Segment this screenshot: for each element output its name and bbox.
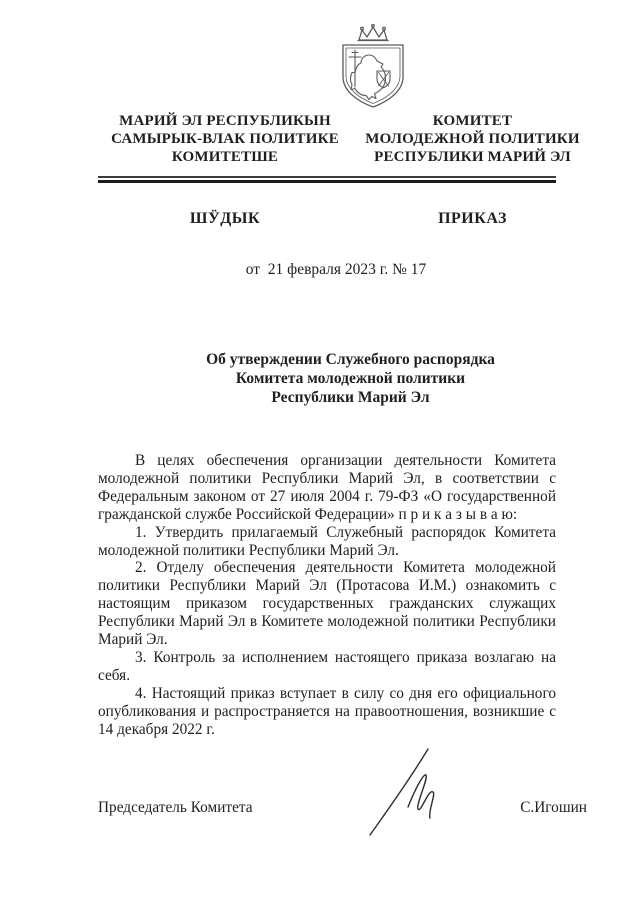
signature-row	[98, 799, 587, 817]
handwritten-signature	[368, 745, 460, 837]
letterhead-mari-line2: САМЫРЫК-ВЛАК ПОЛИТИКЕ	[111, 131, 339, 147]
title-line2: Комитета молодежной политики	[235, 370, 466, 387]
paragraph-item-3: 3. Контроль за исполнением настоящего приказа возлагаю на себя.	[98, 648, 556, 684]
letterhead-russian-line2: МОЛОДЕЖНОЙ ПОЛИТИКИ	[365, 131, 580, 147]
letterhead-russian-line1: КОМИТЕТ	[432, 113, 513, 129]
title-line1: Об утверждении Служебного распорядка	[206, 351, 495, 368]
title-line3: Республики Марий Эл	[271, 389, 430, 406]
document-title	[98, 350, 603, 407]
signer-name: С.Игошин	[520, 799, 587, 816]
doc-type-russian: ПРИКАЗ	[438, 210, 507, 227]
paragraph-preamble: В целях обеспечения организации деятельности Комитета молодежной политики Республики Марий Эл, в соответствии с Федеральным законом от 27 июля 2004 г. 79-ФЗ «О государственной гражданской службе Российской Федерации» п р и к а з ы в а ю:	[98, 452, 556, 523]
paragraph-item-1: 1. Утвердить прилагаемый Служебный распорядок Комитета молодежной политики Республики Марий Эл.	[98, 523, 556, 559]
letterhead-divider-rule	[98, 176, 556, 183]
letterhead	[98, 112, 587, 166]
letterhead-mari-line1: МАРИЙ ЭЛ РЕСПУБЛИКЫН	[119, 113, 331, 129]
paragraph-item-4: 4. Настоящий приказ вступает в силу со дня его официального опубликования и распространяется на правоотношения, возникшие с 14 декабря 2022 г.	[98, 684, 556, 738]
letterhead-russian	[358, 112, 587, 166]
signer-position: Председатель Комитета	[98, 799, 253, 816]
paragraph-item-2: 2. Отделу обеспечения деятельности Комитета молодежной политики Республики Марий Эл (Протасова И.М.) ознакомить с настоящим приказом государственных гражданских служащих Республики Марий Эл в Комитете молодежной политики Республики Марий Эл.	[98, 559, 556, 649]
letterhead-russian-line3: РЕСПУБЛИКИ МАРИЙ ЭЛ	[374, 149, 571, 165]
document-body	[98, 452, 556, 739]
letterhead-mari	[98, 112, 352, 166]
coat-of-arms-icon	[332, 24, 414, 110]
doc-type-mari: ШӰДЫК	[189, 210, 261, 227]
date-number-line: от 21 февраля 2023 г. № 17	[245, 261, 427, 278]
letterhead-mari-line3: КОМИТЕТШЕ	[171, 149, 279, 165]
doc-type-row	[98, 210, 587, 228]
